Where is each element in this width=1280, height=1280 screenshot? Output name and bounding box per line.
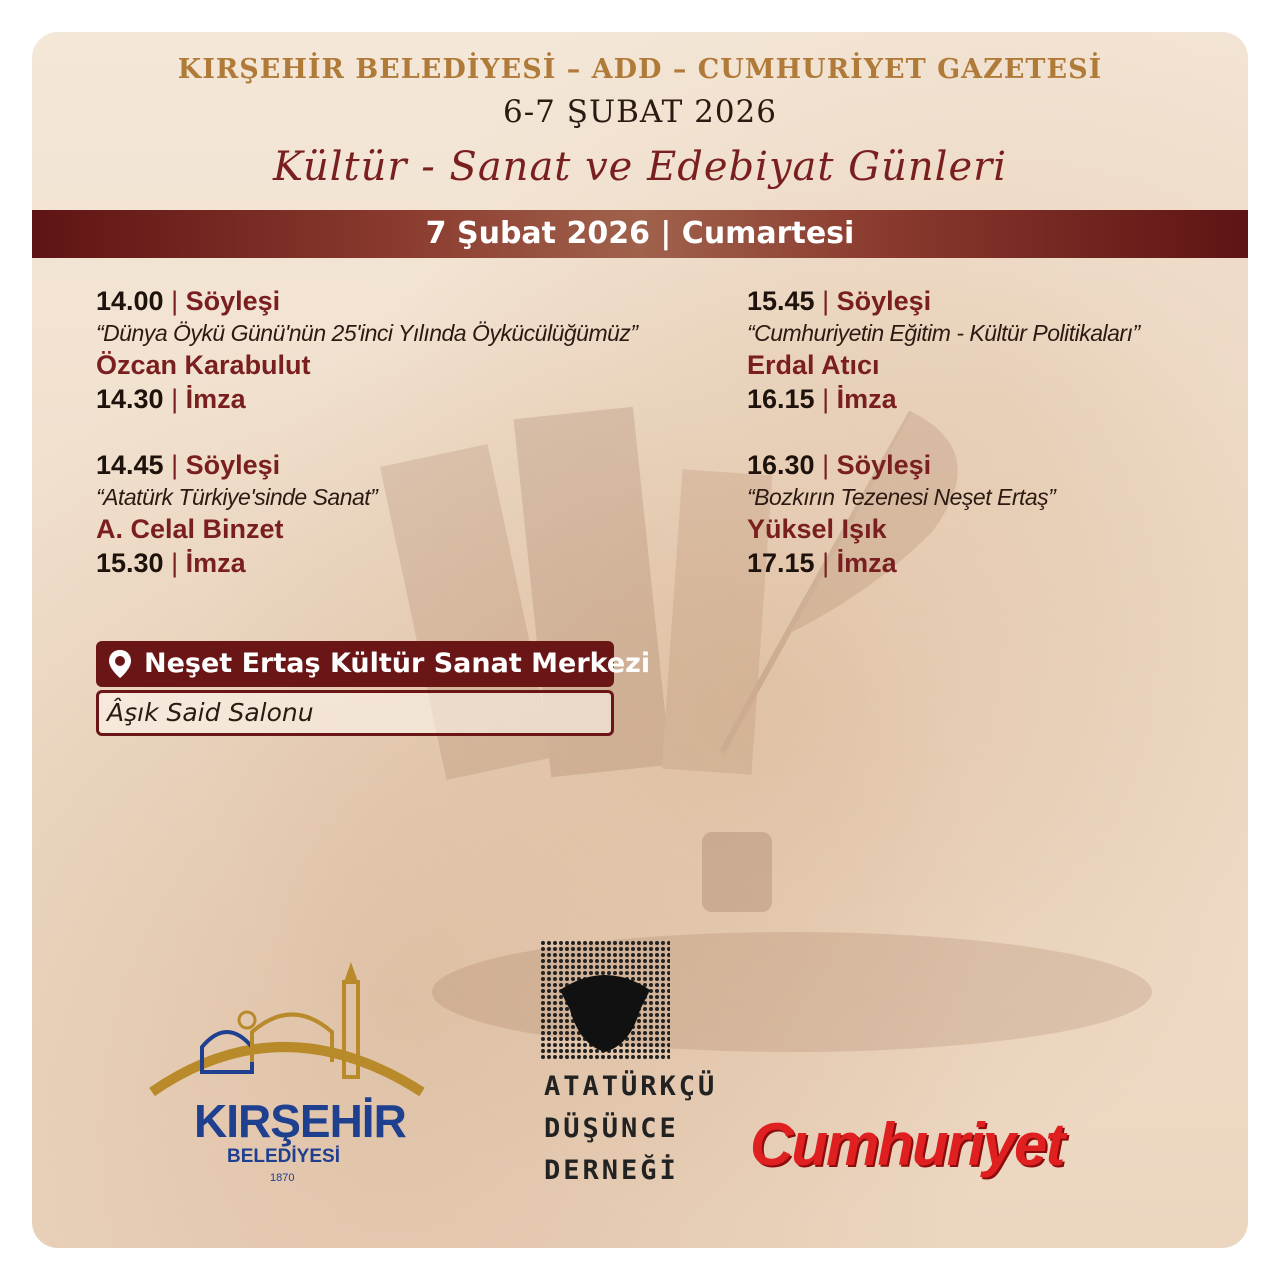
slot-heading	[96, 448, 377, 482]
slot-topic: “Dünya Öykü Günü'nün 25'inci Yılında Öykücülüğümüz”	[96, 320, 638, 346]
slot-kind: Söyleşi	[836, 450, 932, 480]
add-logo	[540, 940, 718, 1196]
signing-time: 14.30	[96, 384, 164, 414]
cumhuriyet-logo	[750, 1110, 1063, 1179]
cumhuriyet-name: Cumhuriyet	[750, 1111, 1064, 1178]
slot-speaker: Erdal Atıcı	[747, 350, 880, 380]
add-line-2: DÜŞÜNCE	[544, 1113, 679, 1144]
signing-kind: İmza	[185, 384, 246, 414]
location-pin-icon	[104, 648, 136, 680]
separator: |	[822, 548, 830, 578]
venue-hall-box	[96, 690, 614, 736]
kirsehir-name: KIRŞEHİR	[194, 1095, 406, 1147]
slot-signing	[747, 546, 1055, 580]
slot-speaker: Yüksel Işık	[747, 514, 887, 544]
slot-topic: “Atatürk Türkiye'sinde Sanat”	[96, 484, 378, 510]
separator: |	[171, 548, 179, 578]
signing-kind: İmza	[836, 384, 897, 414]
kirsehir-year: 1870	[270, 1172, 295, 1184]
signing-time: 16.15	[747, 384, 815, 414]
add-line-1: ATATÜRKÇÜ	[544, 1071, 718, 1102]
schedule-slot-1	[96, 284, 638, 416]
slot-heading	[747, 448, 1055, 482]
venue-hall: Âşık Said Salonu	[107, 698, 314, 727]
slot-time: 14.00	[96, 286, 164, 316]
slot-speaker: A. Celal Binzet	[96, 514, 284, 544]
slot-kind: Söyleşi	[185, 286, 281, 316]
slot-heading	[96, 284, 638, 318]
signing-time: 17.15	[747, 548, 815, 578]
separator: |	[171, 286, 179, 316]
event-title: Kültür - Sanat ve Edebiyat Günleri	[272, 144, 1008, 190]
signing-kind: İmza	[185, 548, 246, 578]
ataturk-portrait-icon	[540, 940, 670, 1060]
slot-kind: Söyleşi	[836, 286, 932, 316]
venue-name: Neşet Ertaş Kültür Sanat Merkezi	[144, 648, 651, 679]
add-line-3: DERNEĞİ	[544, 1155, 679, 1186]
venue-name-box	[96, 641, 651, 687]
day-bar: 7 Şubat 2026 | Cumartesi	[32, 210, 1248, 258]
separator: |	[822, 286, 830, 316]
separator: |	[171, 384, 179, 414]
kirsehir-sub: BELEDİYESİ	[227, 1146, 340, 1167]
signing-kind: İmza	[836, 548, 897, 578]
slot-signing	[96, 382, 638, 416]
schedule-slot-2	[96, 448, 377, 580]
slot-time: 14.45	[96, 450, 164, 480]
slot-time: 15.45	[747, 286, 815, 316]
organizers-line: KIRŞEHİR BELEDİYESİ – ADD – CUMHURİYET GAZETESİ	[177, 54, 1103, 85]
slot-time: 16.30	[747, 450, 815, 480]
separator: |	[822, 384, 830, 414]
slot-signing	[96, 546, 377, 580]
separator: |	[171, 450, 179, 480]
kirsehir-belediyesi-logo	[132, 962, 432, 1202]
separator: |	[822, 450, 830, 480]
slot-topic: “Cumhuriyetin Eğitim - Kültür Politikaları”	[747, 320, 1140, 346]
slot-heading	[747, 284, 1140, 318]
slot-kind: Söyleşi	[185, 450, 281, 480]
signing-time: 15.30	[96, 548, 164, 578]
poster-card	[32, 32, 1248, 1248]
event-dates: 6-7 ŞUBAT 2026	[502, 94, 778, 130]
slot-speaker: Özcan Karabulut	[96, 350, 311, 380]
slot-signing	[747, 382, 1140, 416]
slot-topic: “Bozkırın Tezenesi Neşet Ertaş”	[747, 484, 1056, 510]
kirsehir-skyline-icon	[132, 962, 432, 1102]
add-text-block	[544, 1066, 718, 1192]
schedule-slot-4	[747, 448, 1055, 580]
schedule-slot-3	[747, 284, 1140, 416]
